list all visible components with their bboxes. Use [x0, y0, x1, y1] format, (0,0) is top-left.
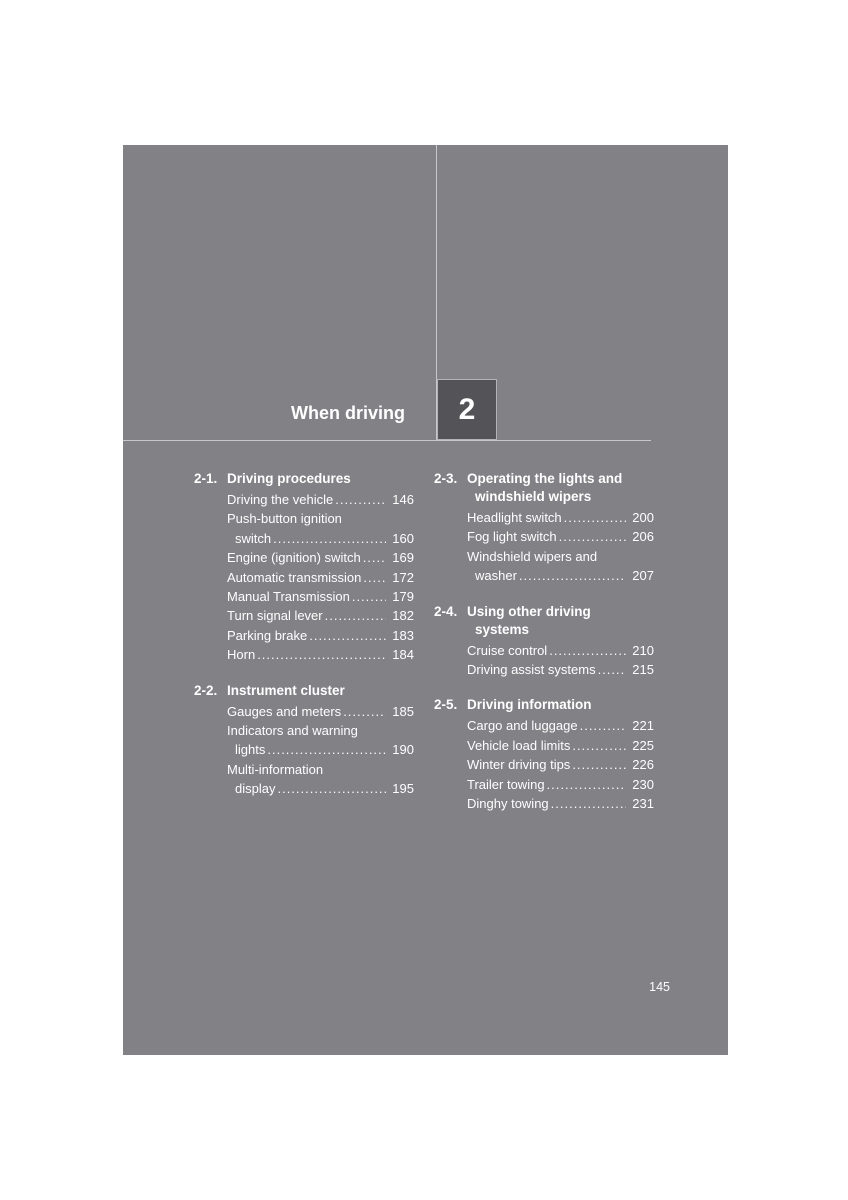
- entry-label: Windshield wipers and: [467, 548, 598, 564]
- dot-leader: [572, 736, 626, 755]
- entry-page: 231: [632, 796, 654, 812]
- toc-entry[interactable]: [467, 508, 654, 527]
- entry-label: Multi-information: [227, 761, 324, 777]
- dot-leader: [363, 568, 386, 587]
- section-heading[interactable]: [194, 470, 414, 488]
- entry-label: Cruise control: [467, 642, 548, 658]
- toc-entry[interactable]: [227, 548, 414, 567]
- dot-leader: [580, 716, 626, 735]
- entry-label: Manual Transmission: [227, 589, 350, 605]
- entry-page: 206: [632, 529, 654, 545]
- toc-entry[interactable]: [227, 702, 414, 721]
- entry-page: 146: [392, 492, 414, 507]
- entry-label: Fog light switch: [467, 529, 557, 545]
- horizontal-divider: [123, 440, 651, 441]
- dot-leader: [519, 566, 626, 585]
- entry-label-cont: lights: [235, 742, 266, 758]
- entry-label-cont: display: [235, 781, 276, 797]
- toc-section: [434, 696, 654, 813]
- entry-page: 210: [632, 642, 654, 658]
- dot-leader: [551, 794, 626, 813]
- dot-leader: [335, 490, 386, 509]
- section-number: 2-1.: [194, 471, 218, 486]
- section-heading[interactable]: [434, 470, 654, 506]
- entry-page: 172: [392, 569, 414, 585]
- toc-entry[interactable]: [227, 645, 414, 664]
- toc-entry[interactable]: [227, 509, 414, 548]
- toc-section: [434, 603, 654, 680]
- entry-label-cont: washer: [475, 568, 517, 584]
- entry-page: 184: [392, 647, 414, 663]
- toc-entry[interactable]: [467, 775, 654, 794]
- toc-entry[interactable]: [467, 641, 654, 660]
- dot-leader: [277, 779, 386, 798]
- dot-leader: [559, 527, 626, 546]
- entry-page: 215: [632, 662, 654, 678]
- dot-leader: [343, 702, 386, 721]
- section-heading[interactable]: [194, 682, 414, 700]
- toc-entry[interactable]: [467, 755, 654, 774]
- section-title: Driving procedures: [227, 471, 351, 486]
- entry-page: 183: [392, 627, 414, 643]
- toc-entry[interactable]: [227, 587, 414, 606]
- entry-page: 160: [392, 530, 414, 546]
- section-number: 2-2.: [194, 682, 218, 698]
- entry-label: Automatic transmission: [227, 569, 362, 585]
- entry-page: 230: [632, 776, 654, 792]
- dot-leader: [325, 606, 386, 625]
- toc-entry[interactable]: [227, 606, 414, 625]
- dot-leader: [549, 641, 626, 660]
- entry-label-cont: switch: [235, 530, 272, 546]
- section-title: Operating the lights and: [467, 471, 623, 486]
- entry-label: Winter driving tips: [467, 757, 571, 773]
- section-number: 2-3.: [434, 471, 458, 486]
- dot-leader: [267, 740, 386, 759]
- entry-label: Vehicle load limits: [467, 737, 571, 753]
- entry-label: Indicators and warning: [227, 723, 358, 739]
- section-title: Using other driving: [467, 603, 591, 619]
- toc-entry[interactable]: [467, 794, 654, 813]
- toc-section: [434, 470, 654, 586]
- entry-page: 207: [632, 568, 654, 584]
- chapter-title: When driving: [291, 403, 405, 423]
- toc-entry[interactable]: [227, 568, 414, 587]
- section-number: 2-4.: [434, 603, 458, 619]
- toc-entry[interactable]: [227, 490, 414, 509]
- toc-column-left: [194, 470, 414, 799]
- entry-page: 225: [632, 737, 654, 753]
- toc-section: [194, 470, 414, 665]
- page-number: 145: [649, 980, 670, 994]
- toc-entry[interactable]: [227, 626, 414, 645]
- entry-page: 182: [392, 608, 414, 624]
- entry-label: Trailer towing: [467, 776, 545, 792]
- entry-page: 221: [632, 718, 654, 734]
- toc-column-right: [434, 470, 654, 813]
- dot-leader: [309, 626, 386, 645]
- entry-page: 179: [392, 589, 414, 605]
- toc-entry[interactable]: [467, 527, 654, 546]
- toc-section: [194, 682, 414, 799]
- entry-label: Horn: [227, 647, 256, 663]
- section-title: Driving information: [467, 697, 592, 713]
- dot-leader: [598, 660, 626, 679]
- entry-label: Push-button ignition: [227, 511, 342, 527]
- entry-label: Parking brake: [227, 627, 308, 643]
- dot-leader: [352, 587, 386, 606]
- dot-leader: [273, 529, 386, 548]
- section-title-cont: systems: [475, 621, 530, 637]
- dot-leader: [363, 548, 386, 567]
- entry-page: 195: [392, 781, 414, 797]
- toc-entry[interactable]: [467, 736, 654, 755]
- section-heading[interactable]: [434, 603, 654, 639]
- toc-entry[interactable]: [467, 547, 654, 586]
- entry-page: 200: [632, 510, 654, 525]
- entry-label: Driving assist systems: [467, 662, 596, 678]
- section-number: 2-5.: [434, 697, 458, 713]
- chapter-number-box: [437, 379, 497, 440]
- entry-page: 169: [392, 550, 414, 566]
- entry-label: Headlight switch: [467, 510, 562, 525]
- chapter-number: 2: [458, 392, 476, 426]
- toc-entry[interactable]: [227, 760, 414, 799]
- toc-entry[interactable]: [227, 721, 414, 760]
- entry-label: Turn signal lever: [227, 608, 323, 624]
- entry-page: 185: [392, 703, 414, 719]
- dot-leader: [547, 775, 626, 794]
- entry-label: Engine (ignition) switch: [227, 550, 361, 566]
- section-heading[interactable]: [434, 696, 654, 714]
- dot-leader: [564, 508, 626, 527]
- entry-label: Cargo and luggage: [467, 718, 578, 734]
- section-title: Instrument cluster: [227, 682, 345, 698]
- entry-page: 226: [632, 757, 654, 773]
- dot-leader: [572, 755, 626, 774]
- toc-entry[interactable]: [467, 660, 654, 679]
- dot-leader: [257, 645, 386, 664]
- toc-entry[interactable]: [467, 716, 654, 735]
- entry-label: Gauges and meters: [227, 703, 342, 719]
- section-title-cont: windshield wipers: [475, 489, 592, 504]
- entry-page: 190: [392, 742, 414, 758]
- entry-label: Dinghy towing: [467, 796, 549, 812]
- entry-label: Driving the vehicle: [227, 492, 334, 507]
